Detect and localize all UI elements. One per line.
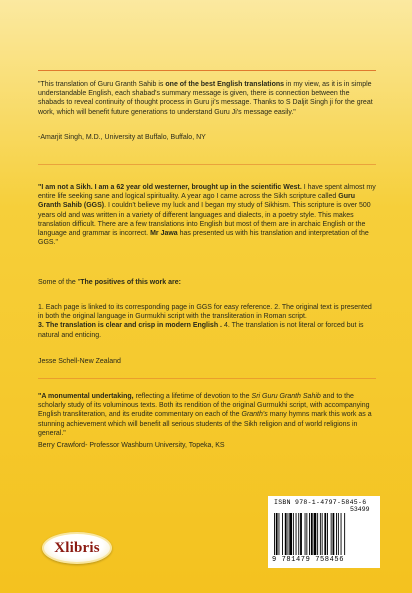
barcode-bar bbox=[282, 513, 283, 555]
barcode-bar bbox=[279, 513, 280, 555]
quote-3-attribution: Berry Crawford- Professor Washburn University, Topeka, KS bbox=[38, 442, 225, 449]
barcode-bar bbox=[333, 513, 335, 555]
quote-3-text-b: and to the scholarly study of its voluminous texts. Both its rendition of the original Gurmukhi script, with accompanying English transliteration, and its erudite commentary on each of the bbox=[38, 393, 370, 419]
review-quote-2 bbox=[38, 183, 376, 247]
review-quote-1 bbox=[38, 80, 376, 117]
barcode-bar bbox=[288, 513, 289, 555]
barcode-bar bbox=[311, 513, 313, 555]
barcode-bar bbox=[327, 513, 328, 555]
publisher-logo bbox=[42, 532, 112, 564]
isbn-number: ISBN 978-1-4797-5845-6 bbox=[274, 499, 367, 506]
barcode-bar bbox=[306, 513, 307, 555]
quote-3-opening: "A monumental undertaking, bbox=[38, 393, 134, 400]
barcode-bar bbox=[331, 513, 332, 555]
quote-2-attribution: Jesse Schell-New Zealand bbox=[38, 358, 121, 365]
positives-list bbox=[38, 303, 376, 340]
barcode-bar bbox=[285, 513, 287, 555]
review-quote-3 bbox=[38, 392, 376, 438]
barcode-bar bbox=[320, 513, 321, 555]
barcode-bar bbox=[324, 513, 326, 555]
positives-items-1-2: 1. Each page is linked to its corresponding page in GGS for easy reference. 2. The original text is presented in both the original language in Gurmukhi script with the transliteration in Roman script. bbox=[38, 304, 372, 321]
quote-2-text-b: . I couldn't believe my luck and I began my study of Sikhism. This scripture is over 500 years old and was written in a variety of different languages and dialects, in a poetry style. This makes translation difficult. There are a few translations into English but most of them are in archaic English or the language and grammar is incorrect. bbox=[38, 202, 371, 238]
positives-intro: Some of the " bbox=[38, 279, 81, 286]
quote-1-text-start: "This translation of Guru Granth Sahib is bbox=[38, 81, 166, 88]
quote-2-text-c: has presented us with his translation and interpretation of the GGS." bbox=[38, 230, 369, 247]
barcode-bar bbox=[341, 513, 342, 555]
isbn-barcode bbox=[268, 496, 380, 568]
quote-3-granth-ref: Granth's bbox=[241, 411, 268, 419]
barcode-bar bbox=[276, 513, 278, 555]
quote-3-text-a: reflecting a lifetime of devotion to the bbox=[133, 393, 252, 400]
barcode-bar bbox=[338, 513, 339, 555]
positives-title: The positives of this work are: bbox=[80, 279, 181, 286]
barcode-bar bbox=[296, 513, 297, 555]
quote-2-opening: "I am not a Sikh. I am a 62 year old westerner, brought up in the scientific West. bbox=[38, 184, 302, 191]
barcode-bars bbox=[272, 512, 376, 558]
quote-1-highlight: one of the best English translations bbox=[165, 81, 285, 88]
barcode-bar bbox=[300, 513, 302, 555]
quote-3-text-c: many hymns mark this work as a stunning achievement which will benefit all serious students of the Sikh religion and of world religions in general." bbox=[38, 411, 372, 437]
barcode-bar bbox=[336, 513, 337, 555]
publisher-name: Xlibris bbox=[54, 539, 100, 556]
quote-2-author-name: Mr Jawa bbox=[150, 230, 178, 238]
barcode-bar bbox=[274, 513, 275, 555]
positives-heading bbox=[38, 278, 376, 287]
barcode-bar bbox=[344, 513, 345, 555]
barcode-bar bbox=[314, 513, 317, 555]
barcode-bar bbox=[309, 513, 310, 555]
barcode-bar bbox=[298, 513, 299, 555]
quote-1-attribution: -Amarjit Singh, M.D., University at Buffalo, Buffalo, NY bbox=[38, 134, 206, 141]
barcode-bar bbox=[322, 513, 323, 555]
price-code: 53499 bbox=[350, 506, 370, 513]
section-divider-1 bbox=[38, 164, 376, 165]
quote-2-ggs-name: Guru Granth Sahib (GGS) bbox=[38, 193, 355, 210]
barcode-digits: 9 781479 758456 bbox=[272, 556, 345, 564]
barcode-bar bbox=[289, 513, 292, 555]
top-accent-rule bbox=[38, 70, 376, 71]
barcode-bar bbox=[305, 513, 306, 555]
positives-item-3: 3. The translation is clear and crisp in modern English . bbox=[38, 322, 222, 330]
barcode-bar bbox=[293, 513, 294, 555]
barcode-bar bbox=[317, 513, 318, 555]
positives-item-4: 4. The translation is not literal or forced but is natural and enticing. bbox=[38, 322, 364, 339]
quote-3-scripture-title: Sri Guru Granth Sahib bbox=[251, 393, 321, 400]
section-divider-2 bbox=[38, 378, 376, 379]
quote-2-text-a: I have spent almost my entire life seeking sane and logical spirituality. A year ago I came across the Sikh scripture called bbox=[38, 184, 376, 201]
quote-1-text-end: in my view, as it is in simple understandable English, each shabad's summary message is given, there is connection between the shabads to reveal continuity of thought process in Guru ji's message. Thanks to S Daljit Singh ji for the great work, which will benefit future generations to understand Guru Ji's message easily." bbox=[38, 81, 373, 116]
